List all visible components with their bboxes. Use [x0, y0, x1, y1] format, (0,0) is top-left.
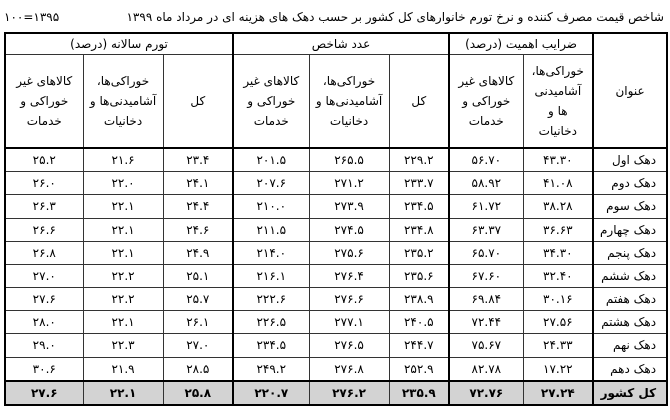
table-cell: ۲۷۱.۲ — [309, 172, 389, 195]
table-cell: ۲۷۵.۶ — [309, 241, 389, 264]
table-cell: ۲۲.۱ — [83, 241, 163, 264]
table-cell: ۲۷.۶ — [5, 288, 83, 311]
table-cell: ۲۰۱.۵ — [233, 148, 309, 172]
table-cell: ۳۸.۲۸ — [523, 195, 593, 218]
group-index: عدد شاخص — [233, 33, 449, 55]
table-row — [5, 334, 667, 357]
row-label: دهک هشتم — [593, 311, 667, 334]
table-cell: ۲۸.۵ — [163, 357, 233, 381]
table-row — [5, 357, 667, 381]
table-cell: ۵۸.۹۲ — [449, 172, 523, 195]
table-cell: ۲۷.۶ — [5, 381, 83, 405]
group-inflation: تورم سالانه (درصد) — [5, 33, 233, 55]
table-cell: ۳۴.۳۰ — [523, 241, 593, 264]
table-cell: ۲۲.۲ — [83, 288, 163, 311]
table-row — [5, 288, 667, 311]
table-cell: ۶۳.۳۷ — [449, 218, 523, 241]
table-cell: ۲۴.۹ — [163, 241, 233, 264]
table-row — [5, 148, 667, 172]
table-row — [5, 218, 667, 241]
table-cell: ۲۳۴.۸ — [389, 218, 449, 241]
table-cell: ۲۲۰.۷ — [233, 381, 309, 405]
table-row — [5, 311, 667, 334]
table-cell: ۲۶۵.۵ — [309, 148, 389, 172]
table-cell: ۲۲.۱ — [83, 381, 163, 405]
total-row — [5, 381, 667, 405]
table-cell: ۲۶.۸ — [5, 241, 83, 264]
table-cell: ۲۷.۰ — [5, 264, 83, 287]
table-cell: ۲۷.۲۴ — [523, 381, 593, 405]
table-cell: ۳۰.۶ — [5, 357, 83, 381]
table-cell: ۲۷۳.۹ — [309, 195, 389, 218]
table-cell: ۶۷.۶۰ — [449, 264, 523, 287]
table-cell: ۸۲.۷۸ — [449, 357, 523, 381]
table-cell: ۲۳۵.۶ — [389, 264, 449, 287]
table-cell: ۲۱۰.۰ — [233, 195, 309, 218]
table-cell: ۲۷۴.۵ — [309, 218, 389, 241]
table-cell: ۲۶.۱ — [163, 311, 233, 334]
table-cell: ۲۴۰.۵ — [389, 311, 449, 334]
table-cell: ۷۲.۴۴ — [449, 311, 523, 334]
table-cell: ۲۸.۰ — [5, 311, 83, 334]
table-cell: ۳۰.۱۶ — [523, 288, 593, 311]
table-cell: ۲۲.۳ — [83, 334, 163, 357]
row-label: دهک هفتم — [593, 288, 667, 311]
col-inflation-food: خوراکی‌ها، آشامیدنی‌ها و دخانیات — [83, 55, 163, 149]
table-row — [5, 264, 667, 287]
table-cell: ۲۳۵.۲ — [389, 241, 449, 264]
document-title: شاخص قیمت مصرف کننده و نرخ تورم خانوارهای کل کشور بر حسب دهک های هزینه ای در مرداد ماه ۱۳۹۹ — [126, 10, 664, 24]
table-cell: ۳۶.۶۳ — [523, 218, 593, 241]
table-row — [5, 195, 667, 218]
table-cell: ۲۷۷.۱ — [309, 311, 389, 334]
col-inflation-total: کل — [163, 55, 233, 149]
table-cell: ۱۷.۲۲ — [523, 357, 593, 381]
table-cell: ۲۶.۰ — [5, 172, 83, 195]
table-cell: ۲۴.۴ — [163, 195, 233, 218]
row-label: دهک چهارم — [593, 218, 667, 241]
table-cell: ۲۵.۱ — [163, 264, 233, 287]
table-cell: ۲۳۴.۵ — [233, 334, 309, 357]
table-cell: ۲۶.۳ — [5, 195, 83, 218]
table-cell: ۲۰۷.۶ — [233, 172, 309, 195]
col-weights-food: خوراکی‌ها، آشامیدنی ها و دخانیات — [523, 55, 593, 149]
table-cell: ۲۴.۱ — [163, 172, 233, 195]
table-cell: ۲۷۶.۲ — [309, 381, 389, 405]
subcolumn-header-row — [5, 55, 667, 149]
table-cell: ۲۲.۱ — [83, 195, 163, 218]
table-cell: ۲۲۶.۵ — [233, 311, 309, 334]
table-cell: ۲۱۴.۰ — [233, 241, 309, 264]
base-year-note: ۱۳۹۵=۱۰۰ — [4, 10, 60, 24]
table-cell: ۲۷۶.۵ — [309, 334, 389, 357]
table-cell: ۲۴۹.۲ — [233, 357, 309, 381]
table-cell: ۴۳.۳۰ — [523, 148, 593, 172]
table-cell: ۲۱.۶ — [83, 148, 163, 172]
row-label: دهک اول — [593, 148, 667, 172]
table-cell: ۲۹.۰ — [5, 334, 83, 357]
table-cell: ۲۲.۱ — [83, 311, 163, 334]
table-body — [5, 148, 667, 405]
row-label: کل کشور — [593, 381, 667, 405]
table-cell: ۲۱.۹ — [83, 357, 163, 381]
table-cell: ۲۲.۰ — [83, 172, 163, 195]
cpi-deciles-table — [4, 32, 668, 406]
group-header-row — [5, 33, 667, 55]
col-index-total: کل — [389, 55, 449, 149]
row-label: دهک دوم — [593, 172, 667, 195]
table-cell: ۲۷.۵۶ — [523, 311, 593, 334]
table-cell: ۲۵.۷ — [163, 288, 233, 311]
table-cell: ۲۲۹.۲ — [389, 148, 449, 172]
table-cell: ۲۷۶.۴ — [309, 264, 389, 287]
col-index-food: خوراکی‌ها، آشامیدنی‌ها و دخانیات — [309, 55, 389, 149]
table-row — [5, 172, 667, 195]
row-label: دهک ششم — [593, 264, 667, 287]
row-label: دهک پنجم — [593, 241, 667, 264]
table-cell: ۶۱.۷۲ — [449, 195, 523, 218]
table-cell: ۲۵.۸ — [163, 381, 233, 405]
table-cell: ۲۳۵.۹ — [389, 381, 449, 405]
table-cell: ۲۷.۰ — [163, 334, 233, 357]
table-cell: ۲۴.۳۳ — [523, 334, 593, 357]
table-cell: ۲۱۱.۵ — [233, 218, 309, 241]
table-cell: ۴۱.۰۸ — [523, 172, 593, 195]
table-cell: ۲۳۴.۵ — [389, 195, 449, 218]
col-inflation-nonfood: کالاهای غیر خوراکی و خدمات — [5, 55, 83, 149]
table-cell: ۷۲.۷۶ — [449, 381, 523, 405]
table-cell: ۵۶.۷۰ — [449, 148, 523, 172]
table-cell: ۲۷۶.۸ — [309, 357, 389, 381]
table-cell: ۲۳۳.۷ — [389, 172, 449, 195]
table-cell: ۷۵.۶۷ — [449, 334, 523, 357]
table-cell: ۲۶.۶ — [5, 218, 83, 241]
table-cell: ۲۲۲.۶ — [233, 288, 309, 311]
table-cell: ۲۳.۴ — [163, 148, 233, 172]
col-weights-nonfood: کالاهای غیر خوراکی و خدمات — [449, 55, 523, 149]
table-cell: ۲۳۸.۹ — [389, 288, 449, 311]
table-cell: ۶۹.۸۴ — [449, 288, 523, 311]
table-cell: ۲۴۴.۷ — [389, 334, 449, 357]
table-cell: ۲۱۶.۱ — [233, 264, 309, 287]
row-header-cell: عنوان — [593, 33, 667, 148]
table-cell: ۲۷۶.۶ — [309, 288, 389, 311]
table-row — [5, 241, 667, 264]
col-index-nonfood: کالاهای غیر خوراکی و خدمات — [233, 55, 309, 149]
group-weights: ضرایب اهمیت (درصد) — [449, 33, 593, 55]
table-cell: ۲۲.۲ — [83, 264, 163, 287]
table-cell: ۲۵.۲ — [5, 148, 83, 172]
table-cell: ۳۲.۴۰ — [523, 264, 593, 287]
table-cell: ۶۵.۷۰ — [449, 241, 523, 264]
table-cell: ۲۲.۱ — [83, 218, 163, 241]
row-label: دهک دهم — [593, 357, 667, 381]
table-cell: ۲۵۲.۹ — [389, 357, 449, 381]
row-label: دهک سوم — [593, 195, 667, 218]
row-label: دهک نهم — [593, 334, 667, 357]
table-cell: ۲۴.۶ — [163, 218, 233, 241]
